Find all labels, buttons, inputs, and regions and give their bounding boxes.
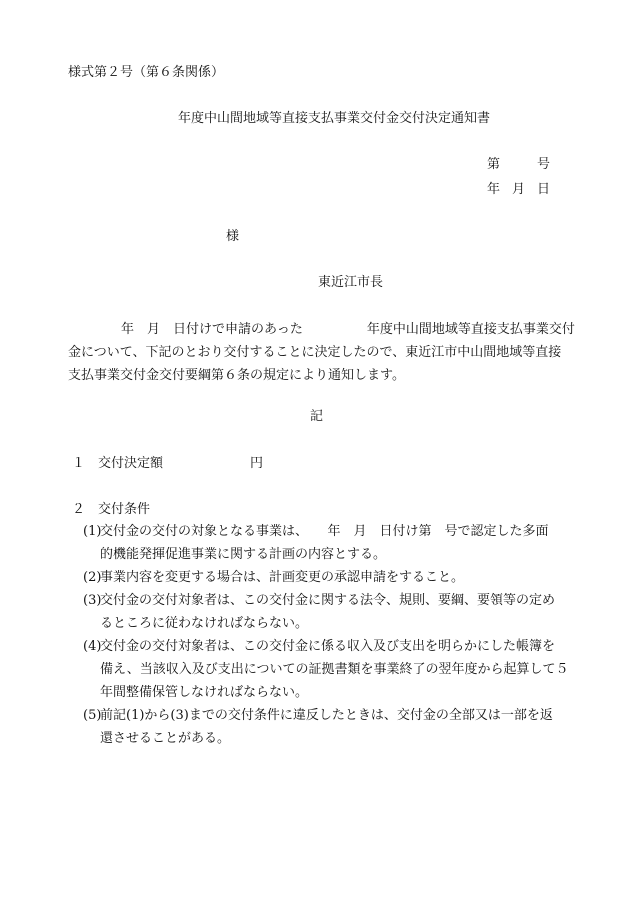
body-paragraph [68, 318, 575, 387]
section1-unit: 円 [250, 456, 264, 471]
condition-number: (4) [83, 639, 102, 654]
condition-item-3 [83, 589, 573, 635]
condition-number: (2) [83, 570, 102, 585]
date-month: 月 [512, 182, 526, 197]
condition-number: (5) [83, 708, 102, 723]
body-line-1b: 年度中山間地域等直接支払事業交付 [366, 322, 575, 337]
condition-line: 還させることがある。 [100, 731, 231, 746]
condition-line: 事業内容を変更する場合は、計画変更の承認申請をすること。 [100, 570, 465, 585]
condition-line: 前記(1)から(3)までの交付条件に違反したときは、交付金の全部又は一部を返 [100, 708, 553, 723]
doc-number-gou: 号 [537, 157, 551, 172]
condition-line: 備え、当該収入及び支出についての証拠書類を事業終了の翌年度から起算して５ [100, 662, 569, 677]
condition-line: 交付金の交付対象者は、この交付金に係る収入及び支出を明らかにした帳簿を [100, 639, 556, 654]
body-line-2: 金について、下記のとおり交付することに決定したので、東近江市中山間地域等直接 [68, 345, 562, 360]
issuer: 東近江市長 [318, 275, 384, 290]
doc-number-dai: 第 [487, 157, 501, 172]
date-year: 年 [487, 182, 501, 197]
condition-line: 年間整備保管しなければならない。 [100, 685, 309, 700]
addressee-suffix: 様 [226, 229, 240, 244]
section1-label: １ 交付決定額 [72, 456, 164, 471]
condition-number: (1) [83, 524, 102, 539]
section2-label: ２ 交付条件 [72, 502, 151, 517]
ki-heading: 記 [310, 409, 324, 424]
condition-item-5 [83, 704, 573, 750]
condition-item-4 [83, 635, 573, 704]
document-title: 年度中山間地域等直接支払事業交付金交付決定通知書 [178, 111, 491, 126]
body-line-1a: 年 月 日付けで申請のあった [121, 322, 303, 337]
condition-line: 交付金の交付の対象となる事業は、 年 月 日付け第 号で認定した多面 [100, 524, 549, 539]
date-day: 日 [537, 182, 551, 197]
condition-line: るところに従わなければならない。 [100, 616, 309, 631]
condition-line: 的機能発揮促進事業に関する計画の内容とする。 [100, 547, 387, 562]
condition-item-1 [83, 520, 573, 566]
form-number: 様式第２号（第６条関係） [68, 65, 225, 80]
condition-item-2 [83, 566, 573, 589]
condition-number: (3) [83, 593, 102, 608]
condition-line: 交付金の交付対象者は、この交付金に関する法令、規則、要綱、要領等の定め [100, 593, 556, 608]
body-line-3: 支払事業交付金交付要綱第６条の規定により通知します。 [68, 368, 405, 383]
body-line-1 [68, 318, 575, 341]
